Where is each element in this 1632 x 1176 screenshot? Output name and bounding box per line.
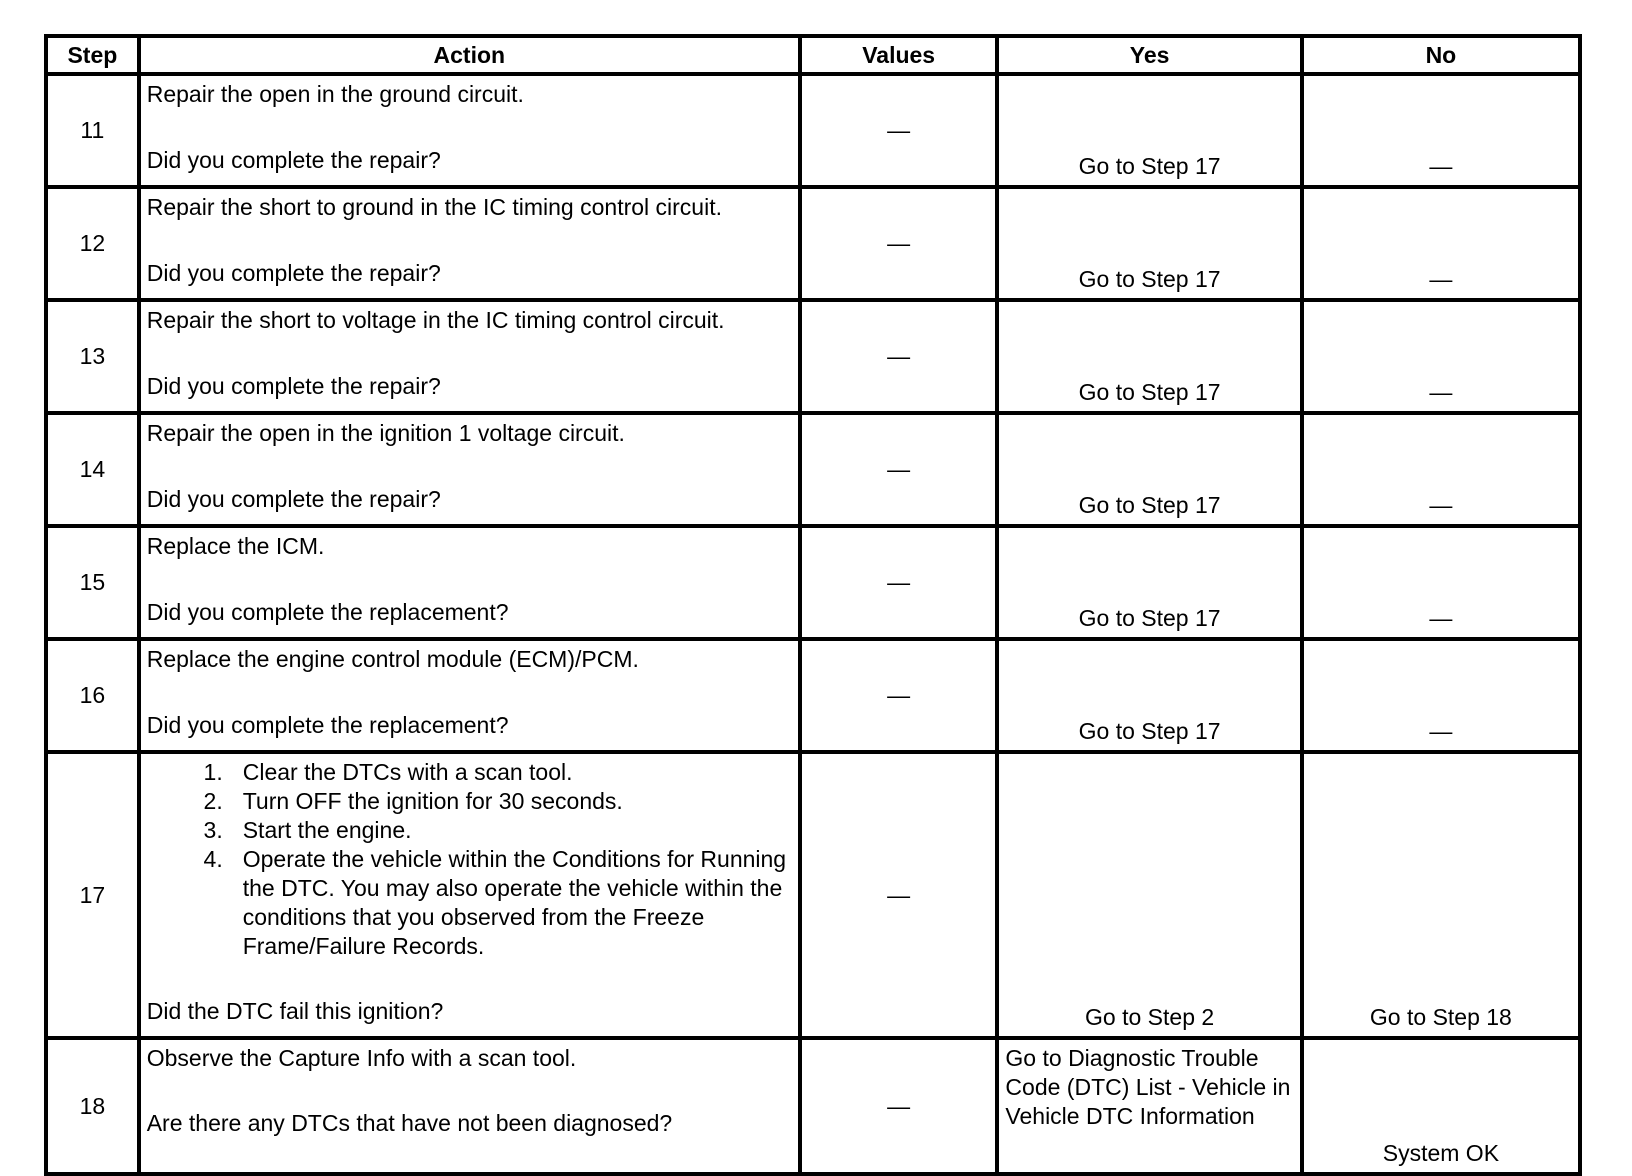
yes-cell: Go to Step 17 — [997, 526, 1301, 639]
action-instruction: Repair the open in the ignition 1 voltage circuit. — [146, 420, 625, 446]
action-cell — [139, 752, 800, 1038]
table-row — [46, 300, 1580, 413]
action-cell — [139, 74, 800, 187]
yes-cell: Go to Step 17 — [997, 187, 1301, 300]
action-instruction: Replace the engine control module (ECM)/PCM. — [146, 646, 639, 672]
step-number: 16 — [46, 639, 139, 752]
no-cell: — — [1302, 300, 1580, 413]
step-number: 11 — [46, 74, 139, 187]
action-cell — [139, 187, 800, 300]
diagnostic-steps-table — [44, 34, 1582, 1176]
no-cell: — — [1302, 74, 1580, 187]
no-cell: — — [1302, 187, 1580, 300]
step-number: 12 — [46, 187, 139, 300]
values-cell: — — [800, 187, 998, 300]
table-row — [46, 1038, 1580, 1174]
list-item: Turn OFF the ignition for 30 seconds. — [242, 788, 623, 814]
action-cell — [139, 1038, 800, 1174]
table-row — [46, 639, 1580, 752]
header-step: Step — [46, 36, 139, 74]
table-row — [46, 526, 1580, 639]
yes-cell: Go to Step 17 — [997, 300, 1301, 413]
action-cell — [139, 639, 800, 752]
action-instruction: Replace the ICM. — [146, 533, 325, 559]
table-body — [46, 74, 1580, 1174]
no-cell: — — [1302, 413, 1580, 526]
header-yes: Yes — [997, 36, 1301, 74]
action-question: Did the DTC fail this ignition? — [146, 998, 444, 1024]
values-cell: — — [800, 300, 998, 413]
yes-cell: Go to Step 2 — [997, 752, 1301, 1038]
values-cell: — — [800, 1038, 998, 1174]
no-cell: — — [1302, 526, 1580, 639]
action-question: Did you complete the repair? — [146, 486, 441, 512]
action-cell — [139, 300, 800, 413]
action-question: Did you complete the replacement? — [146, 599, 509, 625]
no-cell: — — [1302, 639, 1580, 752]
action-question: Did you complete the repair? — [146, 260, 441, 286]
yes-cell: Go to Step 17 — [997, 413, 1301, 526]
yes-cell: Go to Step 17 — [997, 639, 1301, 752]
table-row — [46, 752, 1580, 1038]
header-values: Values — [800, 36, 998, 74]
table-row — [46, 74, 1580, 187]
values-cell: — — [800, 526, 998, 639]
action-instruction: Repair the open in the ground circuit. — [146, 81, 524, 107]
values-cell: — — [800, 639, 998, 752]
list-item: Operate the vehicle within the Conditions for Running the DTC. You may also operate the vehicle within the conditions that you observed from the Freeze Frame/Failure Records. — [242, 846, 787, 959]
values-cell: — — [800, 752, 998, 1038]
yes-cell: Go to Step 17 — [997, 74, 1301, 187]
action-question: Did you complete the replacement? — [146, 712, 509, 738]
values-cell: — — [800, 413, 998, 526]
list-item: Start the engine. — [242, 817, 412, 843]
action-question: Are there any DTCs that have not been diagnosed? — [146, 1110, 673, 1136]
no-cell: System OK — [1302, 1038, 1580, 1174]
action-question: Did you complete the repair? — [146, 373, 441, 399]
table-header — [46, 36, 1580, 74]
action-cell — [139, 413, 800, 526]
procedure-list — [147, 758, 792, 961]
header-action: Action — [139, 36, 800, 74]
table-row — [46, 413, 1580, 526]
action-instruction: Observe the Capture Info with a scan tool. — [146, 1045, 577, 1071]
action-cell — [139, 526, 800, 639]
step-number: 17 — [46, 752, 139, 1038]
header-row — [46, 36, 1580, 74]
step-number: 18 — [46, 1038, 139, 1174]
action-instruction: Repair the short to ground in the IC timing control circuit. — [146, 194, 722, 220]
action-question: Did you complete the repair? — [146, 147, 441, 173]
step-number: 13 — [46, 300, 139, 413]
yes-cell: Go to Diagnostic Trouble Code (DTC) List - Vehicle in Vehicle DTC Information — [997, 1038, 1301, 1174]
action-instruction: Repair the short to voltage in the IC timing control circuit. — [146, 307, 725, 333]
header-no: No — [1302, 36, 1580, 74]
step-number: 14 — [46, 413, 139, 526]
no-cell: Go to Step 18 — [1302, 752, 1580, 1038]
table-row — [46, 187, 1580, 300]
step-number: 15 — [46, 526, 139, 639]
list-item: Clear the DTCs with a scan tool. — [242, 759, 573, 785]
values-cell: — — [800, 74, 998, 187]
